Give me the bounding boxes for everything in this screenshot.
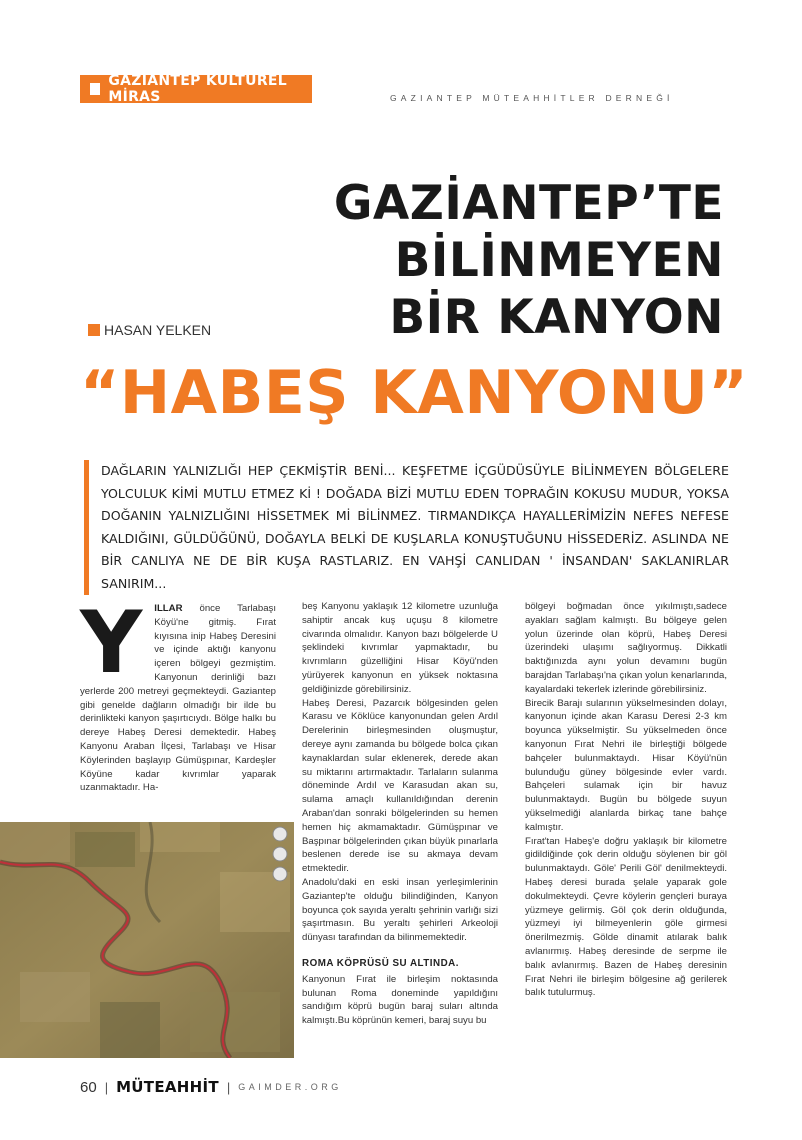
author-name: HASAN YELKEN xyxy=(104,322,212,338)
column-2-paragraph-3: Anadolu'daki en eski insan yerleşimlerinin Gaziantep'te olduğu bilindiğinden, Kanyon boyunca çok sayıda yeraltı şehrinin varlığı sizi şaşırtmasın. Bu yeraltı şehirleri Arkeoloji dünyası tarafından da bilinmemektedir. xyxy=(302,876,498,944)
column-3-paragraph-2: Birecik Barajı sularının yükselmesinden dolayı, kanyonun içinde akan Karasu Deresi 2-3 km boyunca yükselmiştir. Su yükselmeden önce kanyonun Fırat Nehri ile birleştiği bölgede bahçeler bulunmaktaydı. Hisar Köyü'nün bulunduğu güney bölgesinde evler vardı. Bahçeleri sulamak için bir havuz bulunmaktaydı. Bugün bu bölgede suyun yükselmediği alanlarda birkaç tane bahçe kalmıştır. xyxy=(525,697,727,833)
headline-line-2: BİLİNMEYEN xyxy=(394,233,724,288)
footer-separator: | xyxy=(226,1079,231,1095)
article-column-3 xyxy=(525,600,727,1000)
magazine-name: MÜTEAHHİT xyxy=(116,1078,219,1096)
article-column-1 xyxy=(80,593,276,795)
square-bullet-icon xyxy=(88,324,100,336)
page-footer xyxy=(80,1078,342,1096)
square-bullet-icon xyxy=(90,83,100,95)
article-column-2 xyxy=(302,600,498,1028)
column-2-paragraph-2: Habeş Deresi, Pazarcık bölgesinden gelen Karasu ve Köklüce kanyonundan gelen Ardıl Derelerinin birleşmesinden oluşmuştur, dereye aynı zamanda bu bölgede bolca çıkan kaynaklardan sular eklenerek, derede akan su miktarını artırmaktadır. Tarlaların sulanma döneminde Ardıl ve Karasudan akan su, sulama amaçlı kullanıldığından derenin Araban'dan sonraki bölgelerinden su hemen hemen hiç akmamaktadır. Gümüşpınar ve Başpınar bölgelerinden çıkan büyük pınarlarla beslenen derede ise su akmaya devam etmektedir. xyxy=(302,697,498,875)
author-byline xyxy=(88,322,211,338)
drop-cap: Y xyxy=(80,593,143,693)
lead-word: ILLAR xyxy=(154,603,183,614)
satellite-map-image xyxy=(0,822,294,1058)
subheading: ROMA KÖPRÜSÜ SU ALTINDA. xyxy=(302,957,459,969)
column-2-paragraph-4: Kanyonun Fırat ile birleşim noktasında bulunan Roma doneminde yapıldığını sandığım köprü bugün baraj suları altında kalmıştı.Bu köprünün kemeri, baraj suyu bu xyxy=(302,973,498,1027)
section-label: GAZİANTEP KÜLTÜREL MİRAS xyxy=(108,73,287,105)
headline-line-3: BİR KANYON xyxy=(389,290,724,345)
column-3-paragraph-1: bölgeyi boğmadan önce yıkılmıştı,sadece ayakları sağlam kalmıştı. Bu bölgeye gelen yolun üzerinde olan köprü, Habeş Deresi üzerindeki ulaşımı sağlıyormuş. Dikkatli baktığınızda aynı yolun devamını bugün barajdan Tarlabaşı'na çıkan yolun kenarlarında, kayalardaki tekerlek izlerinde görebilirsiniz. xyxy=(525,601,727,695)
column-2-paragraph-1: beş Kanyonu yaklaşık 12 kilometre uzunluğa sahiptir ancak kuş uçuşu 8 kilometre civarında olmalıdır. Kanyon bazı bölgelerde U şeklindeki kıvrımlar yapmaktadır, bu kıvrımların güzelliğini Hisar Köyü'nden yürüyerek kanyonun en yüksek noktasına geldiğinizde görebilirsiniz. xyxy=(302,601,498,695)
footer-separator: | xyxy=(104,1079,109,1095)
article-title: “HABEŞ KANYONU” xyxy=(80,358,749,428)
column-3-paragraph-3: Fırat'tan Habeş'e doğru yaklaşık bir kilometre gidildiğinde çok derin olduğu söylenen bir göl bulunmaktaydı. Göle' Perili Göl' denilmekteydi. Habeş deresi burada şelale yaparak gole dokulmekteydi. Çevre köylerin gençleri buraya yüzmeye gelirmiş. Göl çok derin olduğunda, yüzmeyi iyi bilmeyenlerin göle girmesi önerilmezmiş. Gölde dinamit atılarak balık avlanırmış. Habeş deresinde de serpme ile balık avlanırmış. Bazen de Habeş deresinin Fırat Nehri ile birleşim bölgesine ağ gerilerek balık tutulurmuş. xyxy=(525,835,727,999)
website-url: GAIMDER.ORG xyxy=(238,1082,342,1092)
column-1-text: önce Tarlabaşı Köyü'ne gitmiş. Fırat kıyısına inip Habeş Deresini ve içinde aktığı kanyonu içeren bölgeyi gezmiştim. Kanyonun derinliği bazı yerlerde 200 metreyi geçmekteydi. Gaziantep gibi genelde dağların olmadığı bir ilde bu derinlikteki kanyon şaşırtıcıydı. Bölge halkı bu dereye Habeş Deresi demektedir. Habeş Kanyonu Araban İlçesi, Tarlabaşı ve Hisar Köylerinden başlayıp Gümüşpınar, Kardeşler Köyüne kadar kıvrımlar yaparak uzanmaktadır. Ha- xyxy=(80,603,276,794)
section-tag xyxy=(80,75,312,103)
headline-line-1: GAZİANTEP’TE xyxy=(333,176,724,231)
intro-paragraph: DAĞLARIN YALNIZLIĞI HEP ÇEKMİŞTİR BENİ... KEŞFETME İÇGÜDÜSÜYLE BİLİNMEYEN BÖLGELERE YOLCULUK KİMİ MUTLU ETMEZ Kİ ! DOĞADA BİZİ MUTLU EDEN TOPRAĞIN KOKUSU MUDUR, YOKSA DOĞANIN YALNIZLIĞINI HİSSETMEK Mİ BİLİNMEZ. TIRMANDIKÇA HAYALLERİMİZİN NEFES NEFESE KALDIĞINI, GÜLDÜĞÜNÜ, DOĞAYLA BELKİ DE KUŞLARLA KONUŞTUĞUNU HİSSEDERİZ. ASLINDA NE BİR CANLIYA NE DE BİR KUŞA RASTLARIZ. EN VAHŞİ CANLIDAN ' İNSANDAN' SAKLANIRLAR SANIRIM... xyxy=(84,460,729,595)
page-number: 60 xyxy=(80,1078,97,1096)
headline xyxy=(334,175,724,346)
organization-name: GAZIANTEP MÜTEAHHİTLER DERNEĞİ xyxy=(390,93,674,103)
